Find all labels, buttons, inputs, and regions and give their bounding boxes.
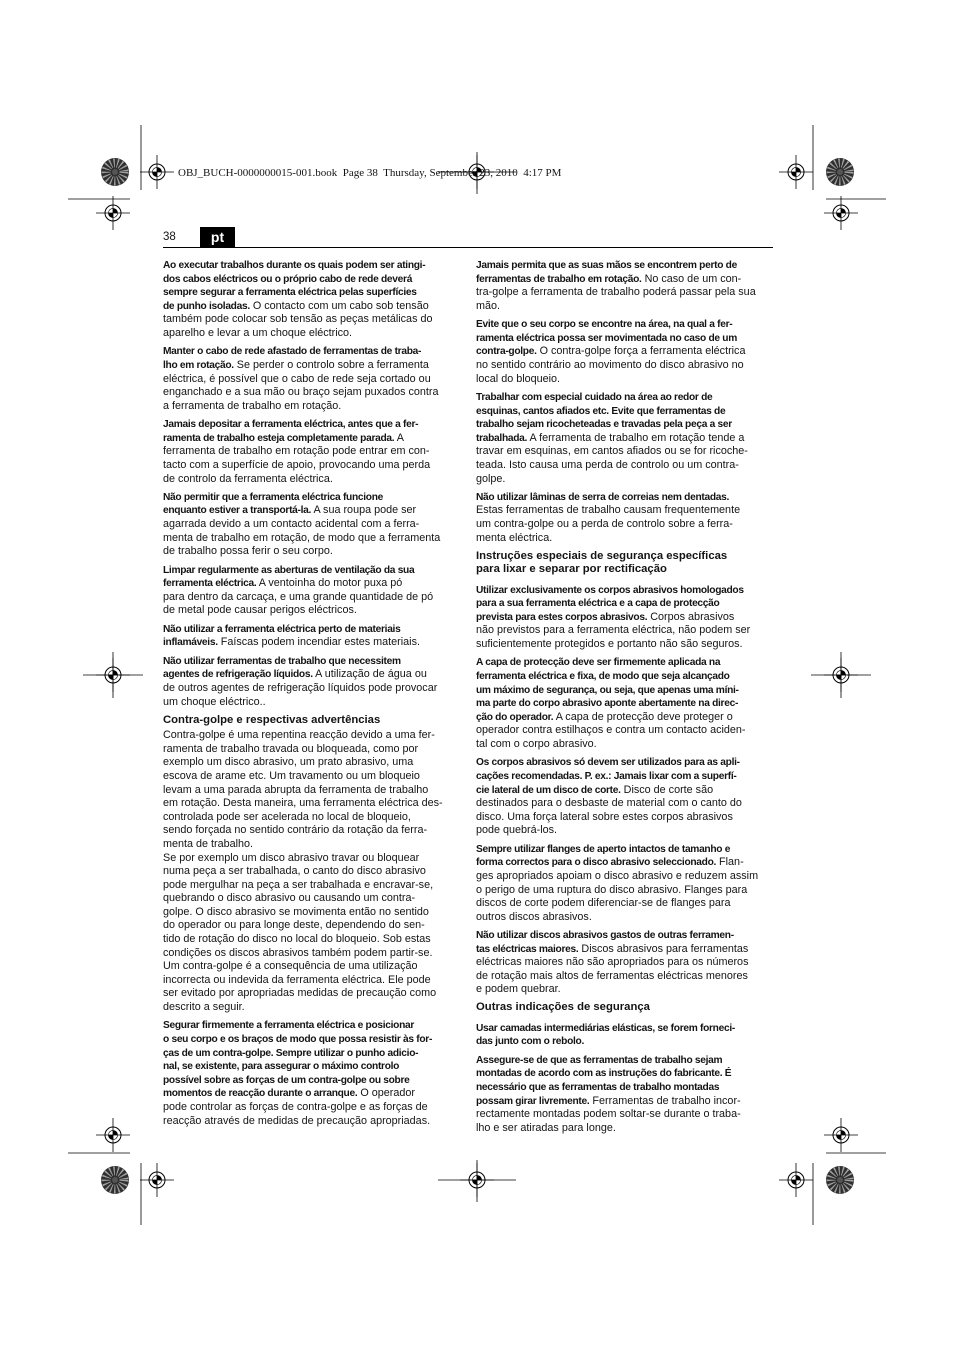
safety-warning-paragraph: [476, 582, 773, 650]
safety-warning-paragraph: [163, 257, 460, 339]
text-line: [163, 694, 460, 708]
text-line: [163, 371, 460, 385]
regular-text: de metal pode causar perigos eléctricos.: [163, 604, 357, 617]
safety-warning-paragraph: [163, 562, 460, 616]
bold-text: dos cabos eléctricos ou o próprio cabo de rede deverá: [163, 273, 413, 285]
bold-text: sempre segurar a ferramenta eléctrica pelas superfícies: [163, 287, 417, 299]
regular-text: eléctrica, é possível que o cabo de rede seja cortado ou: [163, 372, 431, 385]
text-line: [476, 868, 773, 882]
text-line: [476, 1020, 773, 1034]
text-line: [163, 416, 460, 430]
text-line: [163, 782, 460, 796]
registration-mark: [824, 196, 858, 230]
safety-warning-paragraph: [476, 1052, 773, 1134]
bold-text: ramenta de trabalho esteja completamente parada.: [163, 432, 395, 444]
text-line: [476, 298, 773, 312]
left-column: [163, 257, 460, 1126]
regular-text: Corpos abrasivos: [647, 610, 735, 623]
text-line: [476, 1093, 773, 1107]
safety-warning-paragraph: [476, 654, 773, 749]
text-line: [163, 575, 460, 589]
regular-text: menta eléctrica.: [476, 531, 553, 544]
regular-text: de rotação mais altos de ferramentas eléctricas menores: [476, 969, 748, 982]
safety-warning-paragraph: [476, 927, 773, 995]
regular-text: menta de trabalho.: [163, 837, 254, 850]
regular-text: ser evitado por apropriadas medidas de precaução como: [163, 987, 437, 1000]
text-line: [163, 754, 460, 768]
regular-text: e podem quebrar.: [476, 983, 561, 996]
bold-text: contra-golpe.: [476, 346, 537, 358]
bold-text: ças de um contra-golpe. Sempre utilizar o punho adicio-: [163, 1047, 419, 1059]
bold-text: o seu corpo e os braços de modo que possa resistir às for-: [163, 1034, 433, 1046]
text-line: [476, 736, 773, 750]
text-line: [163, 1017, 460, 1031]
bold-text: ção do operador.: [476, 711, 554, 723]
color-target: [826, 158, 854, 186]
safety-warning-paragraph: [476, 257, 773, 311]
registration-mark: [779, 1163, 813, 1197]
regular-text: pode mergulhar na peça a ser trabalhada e encravar-se,: [163, 878, 434, 891]
regular-text: a ferramenta de trabalho em rotação.: [163, 399, 342, 412]
bold-text: Usar camadas intermediárias elásticas, se forem forneci-: [476, 1022, 735, 1034]
text-line: [476, 1106, 773, 1120]
text-line: [163, 398, 460, 412]
bold-text: tas eléctricas maiores.: [476, 943, 579, 955]
regular-text: Discos abrasivos para ferramentas: [578, 942, 749, 955]
regular-text: mão.: [476, 299, 501, 312]
text-line: [163, 357, 460, 371]
text-line: [163, 1113, 460, 1127]
header-rule: [163, 247, 773, 248]
regular-text: A ventoinha do motor puxa pó: [256, 577, 403, 590]
regular-text: de trabalho possa ferir o seu corpo.: [163, 545, 333, 558]
regular-text: enganchado e a sua mão ou braço sejam puxados contra: [163, 386, 439, 399]
text-line: [163, 809, 460, 823]
bold-text: Não utilizar ferramentas de trabalho que necessitem: [163, 655, 401, 667]
right-column: [476, 257, 773, 1133]
regular-text: outros discos abrasivos.: [476, 910, 592, 923]
safety-warning-paragraph: [163, 416, 460, 484]
bold-text: Não utilizar a ferramenta eléctrica perto de materiais: [163, 623, 401, 635]
text-line: [476, 882, 773, 896]
text-line: [163, 999, 460, 1013]
text-line: [476, 654, 773, 668]
regular-text: A utilização de água ou: [312, 668, 427, 681]
text-line: [476, 841, 773, 855]
regular-text: sendo forçada no sentido contrário da rotação da ferra-: [163, 824, 428, 837]
regular-text: do operador ou para longe deste, dependendo do sen-: [163, 919, 425, 932]
text-line: [163, 325, 460, 339]
text-line: [163, 298, 460, 312]
text-line: [163, 1031, 460, 1045]
regular-text: A capa de protecção deve proteger o: [553, 710, 733, 723]
bold-text: enquanto estiver a transportá-la.: [163, 505, 312, 517]
safety-warning-paragraph: [476, 389, 773, 484]
text-line: [476, 909, 773, 923]
regular-text: menta de trabalho em rotação, de modo que a ferramenta: [163, 531, 441, 544]
regular-text: lho e ser atiradas para longe.: [476, 1121, 616, 1134]
text-line: [163, 589, 460, 603]
regular-text: A sua roupa pode ser: [311, 504, 417, 517]
text-line: [163, 904, 460, 918]
text-line: [163, 489, 460, 503]
text-line: [476, 941, 773, 955]
text-line: [163, 877, 460, 891]
registration-mark: [96, 196, 130, 230]
safety-warning-paragraph: [163, 1017, 460, 1126]
bold-text: Manter o cabo de rede afastado de ferramentas de traba-: [163, 346, 422, 358]
regular-text: pode controlar as forças de contra-golpe e as forças de: [163, 1101, 428, 1113]
text-line: [476, 457, 773, 471]
text-line: [476, 822, 773, 836]
bold-text: das junto com o rebolo.: [476, 1036, 584, 1048]
bold-text: Segurar firmemente a ferramenta eléctrica e posicionar: [163, 1020, 415, 1032]
section-heading: [476, 1001, 773, 1015]
regular-text: condições os discos abrasivos também podem partir-se.: [163, 946, 433, 959]
heading-line: Contra-golpe e respectivas advertências: [163, 713, 381, 726]
bold-text: A capa de protecção deve ser firmemente aplicada na: [476, 657, 721, 669]
regular-text: quebrando o disco abrasivo ou causando um contra-: [163, 892, 416, 905]
regular-text: para dentro da carcaça, e uma grande quantidade de pó: [163, 590, 434, 603]
text-line: [476, 895, 773, 909]
text-line: [163, 666, 460, 680]
language-badge: pt: [200, 227, 235, 247]
bold-text: Utilizar exclusivamente os corpos abrasivos homologados: [476, 584, 744, 596]
bold-text: Evite que o seu corpo se encontre na área, na qual a fer-: [476, 319, 733, 331]
regular-text: reacção através de medidas de precaução apropriadas.: [163, 1114, 431, 1127]
regular-text: numa peça a ser trabalhada, o canto do disco abrasivo: [163, 865, 426, 878]
text-line: [476, 1120, 773, 1134]
text-line: [476, 782, 773, 796]
color-target: [101, 158, 129, 186]
text-line: [476, 854, 773, 868]
text-line: [163, 634, 460, 648]
text-line: [476, 330, 773, 344]
regular-text: agarrada devido a um contacto acidental com a ferra-: [163, 518, 420, 531]
regular-text: também pode colocar sob tensão as peças metálicas do: [163, 313, 433, 326]
text-line: [476, 357, 773, 371]
text-line: [163, 985, 460, 999]
text-line: [476, 284, 773, 298]
text-line: [476, 981, 773, 995]
text-line: [163, 1099, 460, 1113]
bold-text: forma correctos para o disco abrasivo seleccionado.: [476, 857, 717, 869]
text-line: [476, 622, 773, 636]
body-paragraph: [163, 727, 460, 1012]
heading-line: Outras indicações de segurança: [476, 1001, 650, 1014]
text-line: [476, 609, 773, 623]
regular-text: discos de corte podem diferenciar-se de flanges para: [476, 897, 731, 910]
text-line: [163, 945, 460, 959]
regular-text: No caso de um con-: [641, 272, 742, 285]
registration-mark: [824, 1118, 858, 1152]
heading-line: para lixar e separar por rectificação: [476, 563, 667, 576]
bold-text: ferramentas de trabalho em rotação.: [476, 273, 642, 285]
safety-warning-paragraph: [163, 621, 460, 648]
bold-text: trabalhada.: [476, 432, 528, 444]
registration-mark: [140, 155, 174, 189]
regular-text: O contacto com um cabo sob tensão: [249, 299, 429, 312]
text-line: [163, 890, 460, 904]
section-heading: [163, 714, 460, 728]
text-line: [476, 416, 773, 430]
regular-text: A: [394, 431, 404, 444]
text-line: [476, 795, 773, 809]
regular-text: Se por exemplo um disco abrasivo travar ou bloquear: [163, 851, 420, 864]
text-line: [476, 709, 773, 723]
text-line: [476, 516, 773, 530]
regular-text: eléctricas maiores não são apropriados para os números: [476, 956, 749, 969]
text-line: [476, 582, 773, 596]
safety-warning-paragraph: [476, 841, 773, 923]
text-line: [476, 927, 773, 941]
regular-text: escova de arame etc. Um travamento ou um bloqueio: [163, 769, 420, 782]
bold-text: ferramenta eléctrica e fixa, de modo que seja alcançado: [476, 671, 730, 682]
safety-warning-paragraph: [476, 316, 773, 384]
bold-text: ferramenta eléctrica.: [163, 578, 257, 590]
regular-text: controlada pode ser acelerada no local de bloqueio,: [163, 810, 411, 823]
regular-text: ferramenta de trabalho em rotação pode entrar em con-: [163, 445, 430, 458]
text-line: [476, 1079, 773, 1093]
text-line: [476, 1065, 773, 1079]
regular-text: incorrecta ou indevida da ferramenta eléctrica. Ele pode: [163, 973, 431, 986]
regular-text: teada. Isto causa uma perda de controlo ou um contra-: [476, 458, 739, 471]
regular-text: exemplo um disco abrasivo, um prato abrasivo, uma: [163, 756, 414, 769]
text-line: [476, 371, 773, 385]
bold-text: possível sobre as forças de um contra-golpe ou sobre: [163, 1074, 410, 1086]
bold-text: Não utilizar lâminas de serra de correias nem dentadas.: [476, 491, 730, 503]
regular-text: ges apropriados apoiam o disco abrasivo e reduzem assim: [476, 869, 759, 882]
bold-text: Jamais depositar a ferramenta eléctrica, antes que a fer-: [163, 419, 419, 431]
regular-text: um choque eléctrico..: [163, 695, 266, 708]
text-line: [476, 403, 773, 417]
regular-text: local do bloqueio.: [476, 372, 561, 385]
regular-text: disco. Uma força lateral sobre estes corpos abrasivos: [476, 810, 733, 823]
bold-text: possam girar livremente.: [476, 1095, 590, 1107]
bold-text: Sempre utilizar flanges de aperto intactos de tamanho e: [476, 843, 731, 855]
text-line: [476, 1033, 773, 1047]
safety-warning-paragraph: [163, 343, 460, 411]
regular-text: um contra-golpe ou a perda de controlo sobre a ferra-: [476, 518, 733, 531]
text-line: [476, 695, 773, 709]
regular-text: aparelho e levar a um choque eléctrico.: [163, 326, 353, 339]
bold-text: esquinas, cantos afiados etc. Evite que ferramentas de: [476, 405, 726, 417]
text-line: [163, 795, 460, 809]
regular-text: golpe.: [476, 472, 506, 485]
regular-text: destinados para o desbaste de material com o canto do: [476, 797, 742, 810]
text-line: [163, 621, 460, 635]
bold-text: agentes de refrigeração líquidos.: [163, 669, 313, 681]
regular-text: o perigo de uma ruptura do disco abrasivo. Flanges para: [476, 883, 748, 896]
text-line: [476, 443, 773, 457]
regular-text: Disco de corte são: [620, 783, 714, 796]
text-line: [163, 1058, 460, 1072]
text-line: [163, 768, 460, 782]
text-line: [476, 257, 773, 271]
regular-text: Um contra-golpe é a consequência de uma utilização: [163, 960, 418, 973]
text-line: [476, 668, 773, 682]
text-line: [163, 562, 460, 576]
bold-text: Limpar regularmente as aberturas de ventilação da sua: [163, 564, 415, 576]
text-line: [163, 311, 460, 325]
regular-text: levam a uma parada abrupta da ferramenta de trabalho: [163, 783, 429, 796]
regular-text: no sentido contrário ao movimento do disco abrasivo no: [476, 358, 744, 371]
page-number: 38: [163, 231, 176, 243]
heading-line: Instruções especiais de segurança específicas: [476, 549, 728, 562]
regular-text: pode quebrá-los.: [476, 824, 558, 837]
text-line: [476, 530, 773, 544]
regular-text: Se perder o controlo sobre a ferramenta: [233, 358, 429, 371]
bold-text: ramenta eléctrica possa ser movimentada no caso de um: [476, 332, 737, 344]
regular-text: em rotação. Desta maneira, uma ferramenta eléctrica des-: [163, 797, 443, 810]
text-line: [163, 1085, 460, 1099]
bold-text: Jamais permita que as suas mãos se encontrem perto de: [476, 260, 737, 271]
text-line: [163, 284, 460, 298]
text-line: [163, 836, 460, 850]
section-heading: [476, 550, 773, 577]
text-line: [163, 653, 460, 667]
safety-warning-paragraph: [476, 1020, 773, 1047]
color-target: [826, 1166, 854, 1194]
text-line: [163, 530, 460, 544]
text-line: [163, 457, 460, 471]
bold-text: lho em rotação.: [163, 359, 234, 371]
text-line: [163, 543, 460, 557]
bold-text: prevista para estes corpos abrasivos.: [476, 611, 648, 623]
bold-text: cie lateral de um disco de corte.: [476, 784, 621, 796]
safety-warning-paragraph: [476, 754, 773, 836]
text-line: [163, 384, 460, 398]
bold-text: Não permitir que a ferramenta eléctrica funcione: [163, 491, 383, 503]
regular-text: O operador: [357, 1087, 415, 1100]
bold-text: Não utilizar discos abrasivos gastos de outras ferramen-: [476, 930, 734, 942]
text-line: [476, 954, 773, 968]
regular-text: Contra-golpe é uma repentina reacção devido a uma fer-: [163, 729, 435, 742]
bold-text: inflamáveis.: [163, 637, 218, 649]
text-line: [163, 343, 460, 357]
text-line: [163, 430, 460, 444]
bold-text: cações recomendadas. P. ex.: Jamais lixar com a superfí-: [476, 770, 737, 782]
registration-mark: [96, 1118, 130, 1152]
regular-text: de outros agentes de refrigeração líquidos pode provocar: [163, 682, 438, 694]
registration-mark: [779, 155, 813, 189]
regular-text: rectamente montadas podem soltar-se durante o traba-: [476, 1108, 741, 1121]
color-target: [101, 1166, 129, 1194]
bold-text: Trabalhar com especial cuidado na área ao redor de: [476, 391, 713, 403]
text-line: [163, 917, 460, 931]
text-line: [163, 931, 460, 945]
bold-text: momentos de reacção durante o arranque.: [163, 1088, 358, 1100]
text-line: [163, 850, 460, 864]
text-line: [476, 316, 773, 330]
regular-text: tal com o corpo abrasivo.: [476, 737, 597, 750]
regular-text: tacto com a superfície de apoio, provocando uma perda: [163, 458, 431, 471]
bold-text: nal, se existente, para assegurar o máximo controlo: [163, 1061, 400, 1073]
text-line: [163, 271, 460, 285]
bold-text: montadas de acordo com as instruções do fabricante. É: [476, 1068, 732, 1080]
bold-text: um máximo de segurança, ou seja, que apenas uma míni-: [476, 684, 739, 696]
bold-text: ma parte do corpo abrasivo aponte abertamente na direc-: [476, 698, 739, 710]
text-line: [163, 822, 460, 836]
regular-text: O contra-golpe força a ferramenta eléctrica: [536, 345, 746, 358]
regular-text: operador contra estilhaços e contra um contacto aciden-: [476, 724, 746, 737]
text-line: [476, 489, 773, 503]
text-line: [163, 502, 460, 516]
bold-text: Os corpos abrasivos só devem ser utilizados para as apli-: [476, 757, 740, 769]
bold-text: de punho isoladas.: [163, 300, 250, 312]
text-line: [476, 809, 773, 823]
text-line: [163, 516, 460, 530]
text-line: [476, 1052, 773, 1066]
regular-text: Estas ferramentas de trabalho causam frequentemente: [476, 504, 741, 517]
regular-text: Flan-: [716, 856, 744, 869]
text-line: [476, 343, 773, 357]
regular-text: suficientemente protegidos e portanto não são seguros.: [476, 638, 743, 651]
regular-text: Faíscas podem incendiar estes materiais.: [217, 636, 420, 649]
registration-mark: [140, 1163, 174, 1197]
regular-text: ramenta de trabalho travada ou bloqueada, como por: [163, 742, 419, 755]
bold-text: necessário que as ferramentas de trabalho montadas: [476, 1082, 720, 1093]
book-file-info: OBJ_BUCH-0000000015-001.book Page 38 Thursday, September 23, 2010 4:17 PM: [178, 167, 562, 179]
bold-text: Assegure-se de que as ferramentas de trabalho sejam: [476, 1054, 723, 1066]
text-line: [476, 430, 773, 444]
regular-text: golpe. O disco abrasivo se movimenta então no sentido: [163, 905, 429, 918]
regular-text: Ferramentas de trabalho incor-: [589, 1094, 741, 1107]
text-line: [163, 1045, 460, 1059]
text-line: [476, 754, 773, 768]
bold-text: trabalho sejam ricocheteadas e travadas pela peça a ser: [476, 419, 732, 431]
regular-text: tra-golpe a ferramenta de trabalho poderá passar pela sua: [476, 286, 756, 299]
text-line: [163, 741, 460, 755]
text-line: [476, 389, 773, 403]
regular-text: tido de rotação do disco no local do bloqueio. Sob estas: [163, 933, 431, 946]
text-line: [476, 722, 773, 736]
text-line: [476, 502, 773, 516]
text-line: [476, 271, 773, 285]
bold-text: para a sua ferramenta eléctrica e a capa de protecção: [476, 598, 720, 610]
text-line: [476, 636, 773, 650]
text-line: [163, 471, 460, 485]
text-line: [163, 443, 460, 457]
text-line: [163, 863, 460, 877]
text-line: [163, 257, 460, 271]
text-line: [163, 727, 460, 741]
regular-text: travar em esquinas, em cantos afiados ou se for ricoche-: [476, 445, 748, 458]
safety-warning-paragraph: [163, 653, 460, 707]
safety-warning-paragraph: [476, 489, 773, 543]
text-line: [163, 602, 460, 616]
text-line: [163, 972, 460, 986]
regular-text: A ferramenta de trabalho em rotação tende a: [527, 431, 745, 444]
text-line: [476, 471, 773, 485]
regular-text: não previstos para a ferramenta eléctrica, não podem ser: [476, 624, 751, 637]
regular-text: descrito a seguir.: [163, 1001, 245, 1014]
text-line: [163, 680, 460, 694]
text-line: [476, 968, 773, 982]
text-line: [163, 1072, 460, 1086]
bold-text: Ao executar trabalhos durante os quais podem ser atingi-: [163, 260, 426, 271]
text-line: [476, 682, 773, 696]
regular-text: de controlo da ferramenta eléctrica.: [163, 472, 333, 485]
text-line: [476, 768, 773, 782]
text-line: [163, 958, 460, 972]
safety-warning-paragraph: [163, 489, 460, 557]
text-line: [476, 595, 773, 609]
